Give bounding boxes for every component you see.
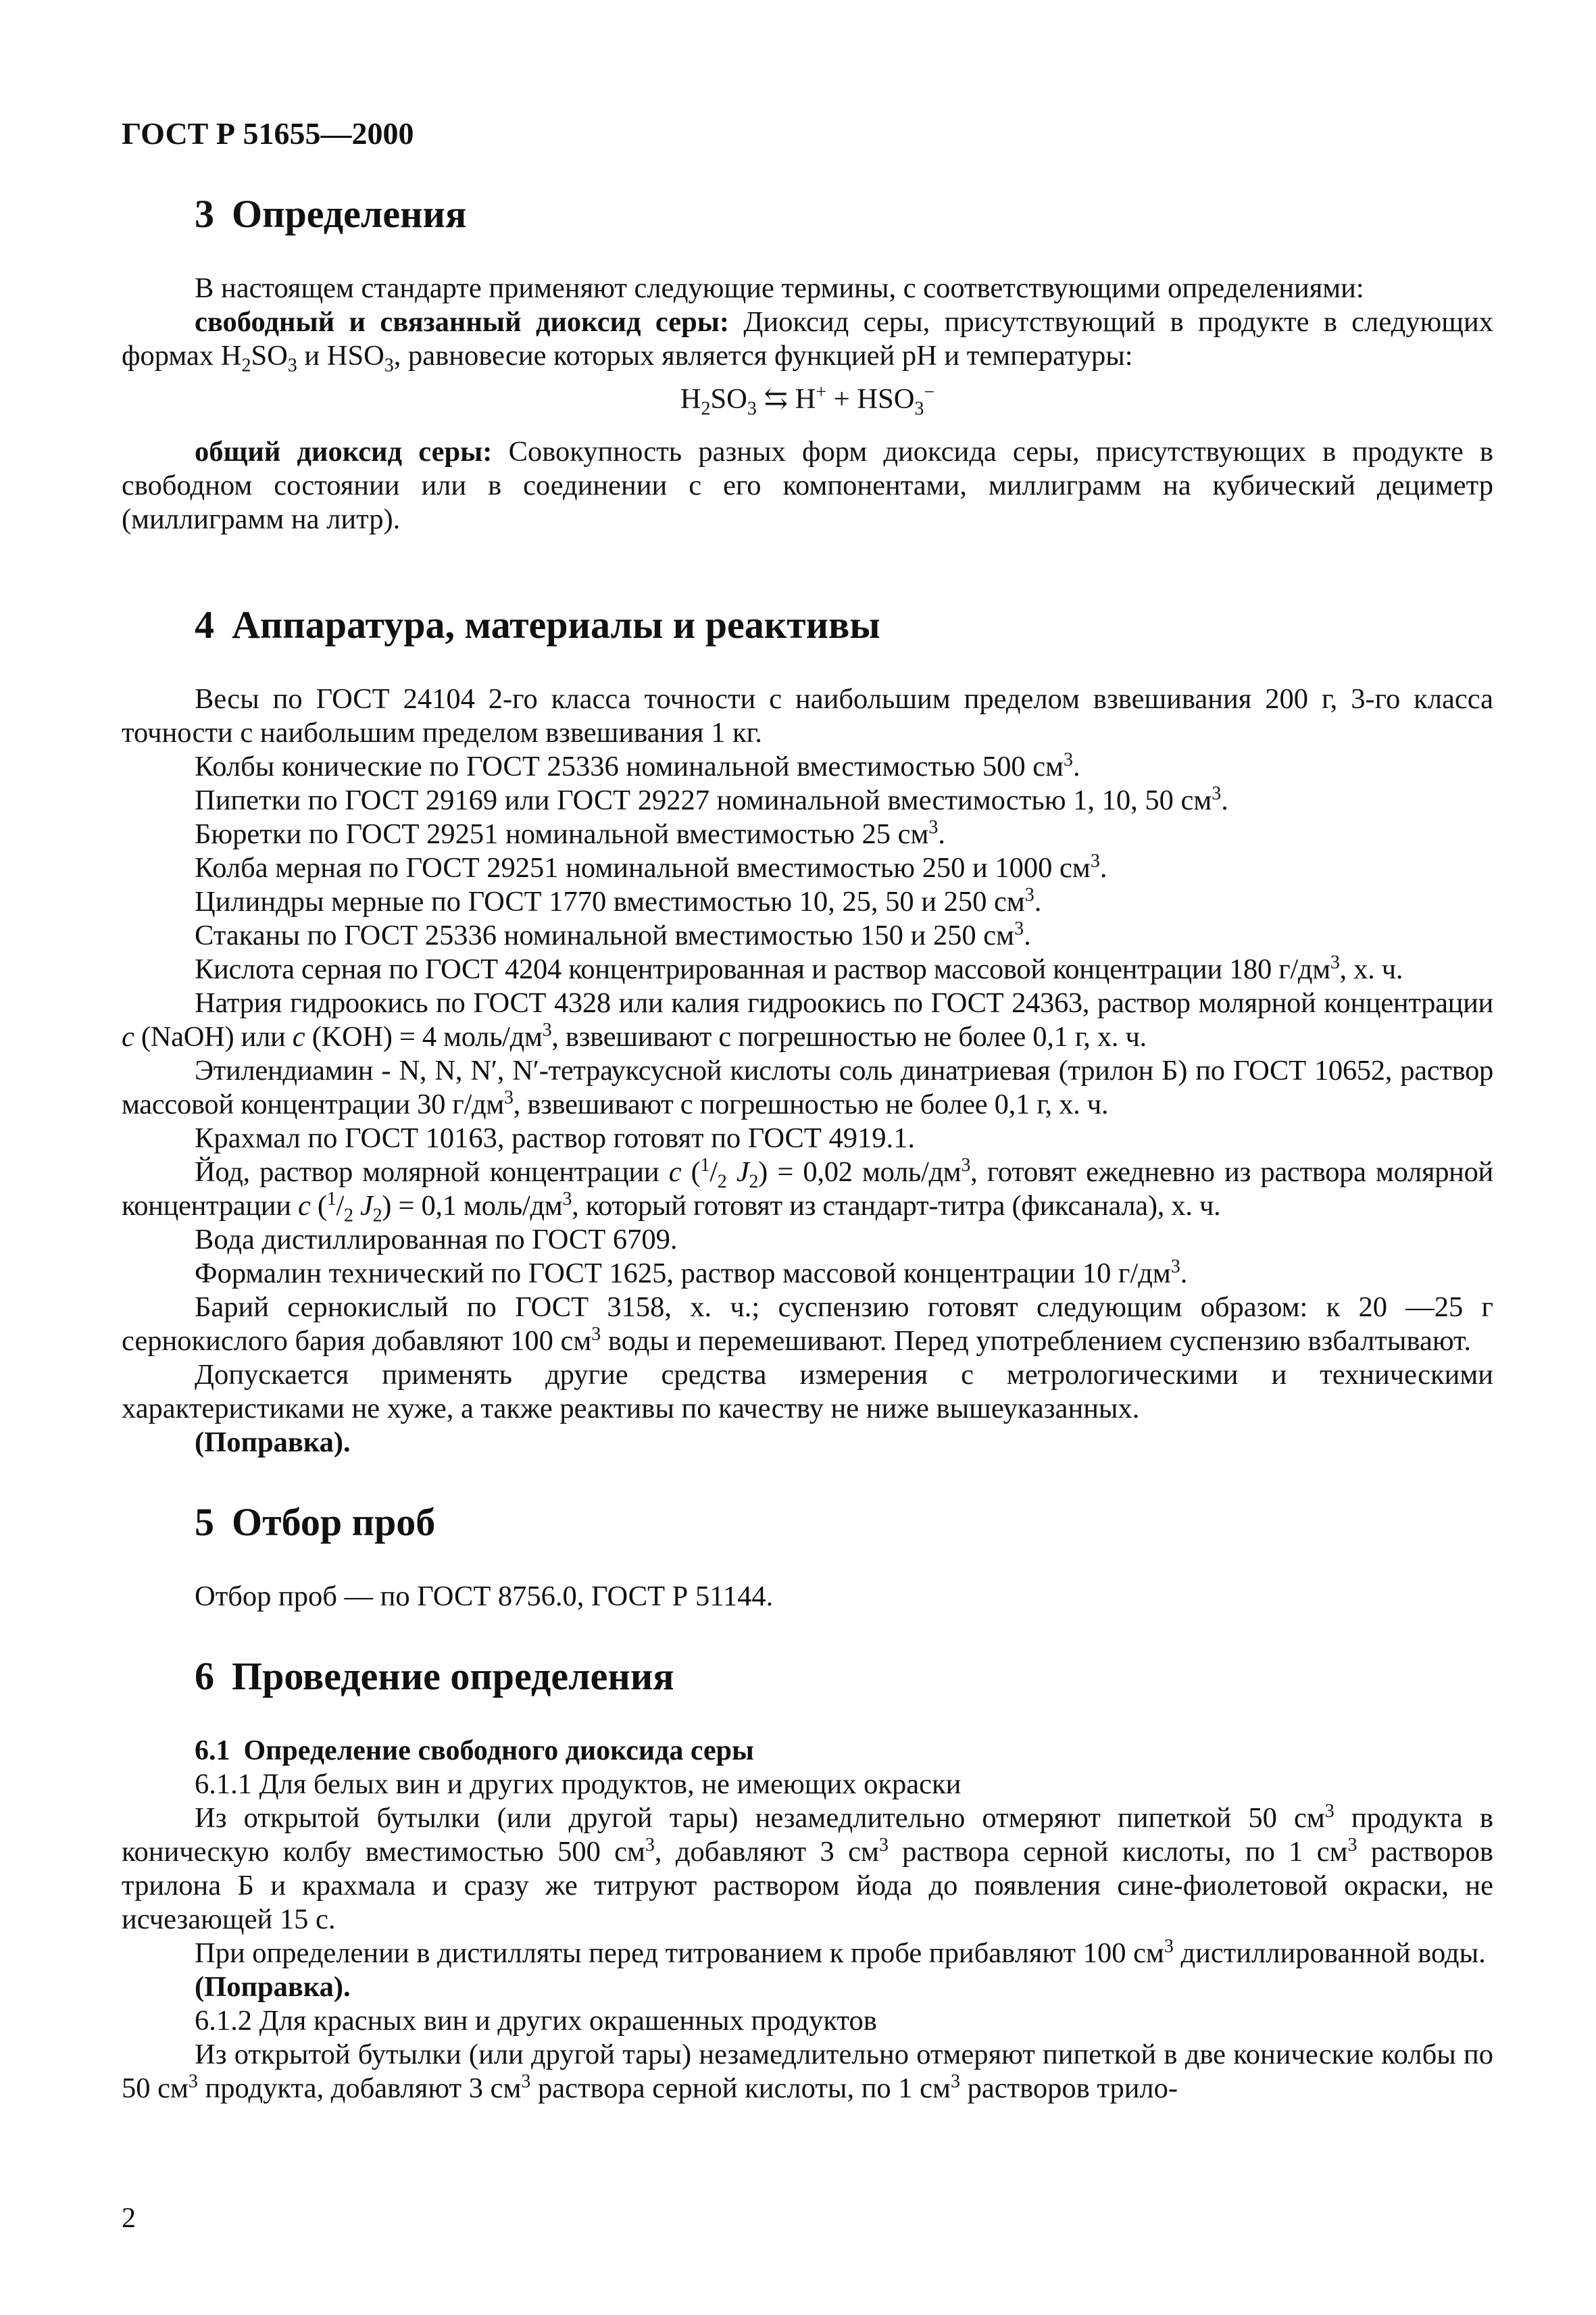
term-total: общий диоксид серы: [195,436,493,468]
item-distilled-water: Вода дистиллированная по ГОСТ 6709. [195,1224,678,1255]
item-conical-flasks: Колбы конические по ГОСТ 25336 номинальной вместимостью 500 $см^3$. [195,749,1080,782]
amendment-note: (Поправка). [195,1971,351,2003]
item-formalin: Формалин технический по ГОСТ 1625, раствор массовой концентрации 10 $г/дм^3$. [195,1255,1188,1289]
section-4-title: 4 Аппаратура, материалы и реактивы [195,603,880,647]
equilibrium-formula: $H_2SO_3$ ⇆ $H^+ + HSO_3^-$ [680,381,935,420]
item-cylinders: Цилиндры мерные по ГОСТ 1770 вместимостью 10, 25, 50 и 250 $см^3$. [195,884,1042,918]
item-volumetric-flask: Колба мерная по ГОСТ 29251 номинальной вместимостью 250 и 1000 $см^3$. [195,850,1107,884]
sampling-text: Отбор проб — по ГОСТ 8756.0, ГОСТ Р 51144. [195,1580,774,1612]
item-iodine: Йод, раствор молярной концентрации c ($^1/_2$ $J_2) = 0,02$ моль/$дм^3$, готовят ежедневно из раствора молярной концентрации c ($^1/_2$ $J_2) = 0,1$ моль/$дм^3$, который готовят из стандарт-титра (фиксанала), х. ч. [122,1154,1493,1226]
document-header: ГОСТ Р 51655—2000 [122,116,414,151]
item-sulfuric-acid: Кислота серная по ГОСТ 4204 концентрированная и раствор массовой концентрации 180 $г/дм^3$, х. ч. [195,951,1403,985]
item-barium-sulfate: Барий сернокислый по ГОСТ 3158, х. ч.; суспензию готовят следующим образом: к 20 —25 г сернокислого бария добавляют 100 $см^3$ воды и перемешивают. Перед употреблением суспензию взбалтывают. [122,1291,1493,1357]
document-page [122,115,1493,2106]
item-scales: Весы по ГОСТ 24104 2-го класса точности с наибольшим пределом взвешивания 200 г, 3-го класса точности с наибольшим пределом взвешивания 1 кг. [122,683,1493,749]
section-5 [122,1499,1493,1614]
section-5-title: 5 Отбор проб [195,1500,436,1544]
amendment-note: (Поправка). [195,1426,351,1458]
item-trilon-b: Этилендиамин - N, N, N′, N′-тетрауксусной кислоты соль динатриевая (трилон Б) по ГОСТ 10652, раствор массовой концентрации 30 $г/дм^3$, взвешивают с погрешностью не более 0,1 г, х. ч. [122,1055,1493,1120]
item-sodium-hydroxide: Натрия гидроокись по ГОСТ 4328 или калия гидроокись по ГОСТ 24363, раствор молярной концентрации c (NaOH) или c (KOH) = 4 моль/$дм^3$, взвешивают с погрешностью не более 0,1 г, х. ч. [122,987,1493,1053]
subsection-6-1-title: 6.1 Определение свободного диоксида серы [195,1735,754,1766]
item-starch: Крахмал по ГОСТ 10163, раствор готовят по ГОСТ 4919.1. [195,1122,915,1154]
item-pipettes: Пипетки по ГОСТ 29169 или ГОСТ 29227 номинальной вместимостью 1, 10, 50 $см^3$. [195,782,1228,816]
item-beakers: Стаканы по ГОСТ 25336 номинальной вместимостью 150 и 250 $см^3$. [195,918,1031,951]
section-3 [122,191,1493,537]
procedure-distillates: При определении в дистилляты перед титрованием к пробе прибавляют 100 $см^3$ дистиллированной воды. [195,1935,1486,1969]
clause-6-1-2: 6.1.2 Для красных вин и других окрашенных продуктов [195,2005,877,2037]
term-free-sulfur-dioxide: свободный и связанный диоксид серы: Диоксид серы, присутствующий в продукте в следующих формах $H_2SO_3$ и $HSO_3$, равновесие которых является функцией pH и температуры: [122,306,1493,376]
section-3-title: 3 Определения [195,192,467,236]
term-free: свободный и связанный диоксид серы: [195,306,730,338]
procedure-white-wine: Из открытой бутылки (или другой тары) незамедлительно отмеряют пипеткой 50 $см^3$ продукта в коническую колбу вместимостью 500 $см^3$, добавляют 3 $см^3$ раствора серной кислоты, по 1 $см^3$ растворов трилона Б и крахмала и сразу же титруют раствором йода до появления сине-фиолетовой окраски, не исчезающей 15 с. [122,1800,1493,1935]
page-number: 2 [122,2203,136,2234]
item-equivalents-note: Допускается применять другие средства измерения с метрологическими и техническими характеристиками не хуже, а также реактивы по качеству не ниже вышеуказанных. [122,1359,1493,1424]
procedure-red-wine: Из открытой бутылки (или другой тары) незамедлительно отмеряют пипеткой в две конические колбы по 50 $см^3$ продукта, добавляют 3 $см^3$ раствора серной кислоты, по 1 $см^3$ растворов трило- [122,2039,1493,2104]
item-burettes: Бюретки по ГОСТ 29251 номинальной вместимостью 25 $см^3$. [195,816,946,850]
section-6 [122,1653,1493,2106]
section-3-intro: В настоящем стандарте применяют следующие термины, с соответствующими определениями: [195,272,1364,304]
clause-6-1-1: 6.1.1 Для белых вин и других продуктов, не имеющих окраски [195,1768,962,1800]
term-total-sulfur-dioxide: общий диоксид серы: Совокупность разных форм диоксида серы, присутствующих в продукте в свободном состоянии или в соединении с его компонентами, миллиграмм на кубический дециметр (миллиграмм на литр). [122,436,1493,535]
section-4 [122,601,1493,1460]
section-6-title: 6 Проведение определения [195,1654,674,1698]
